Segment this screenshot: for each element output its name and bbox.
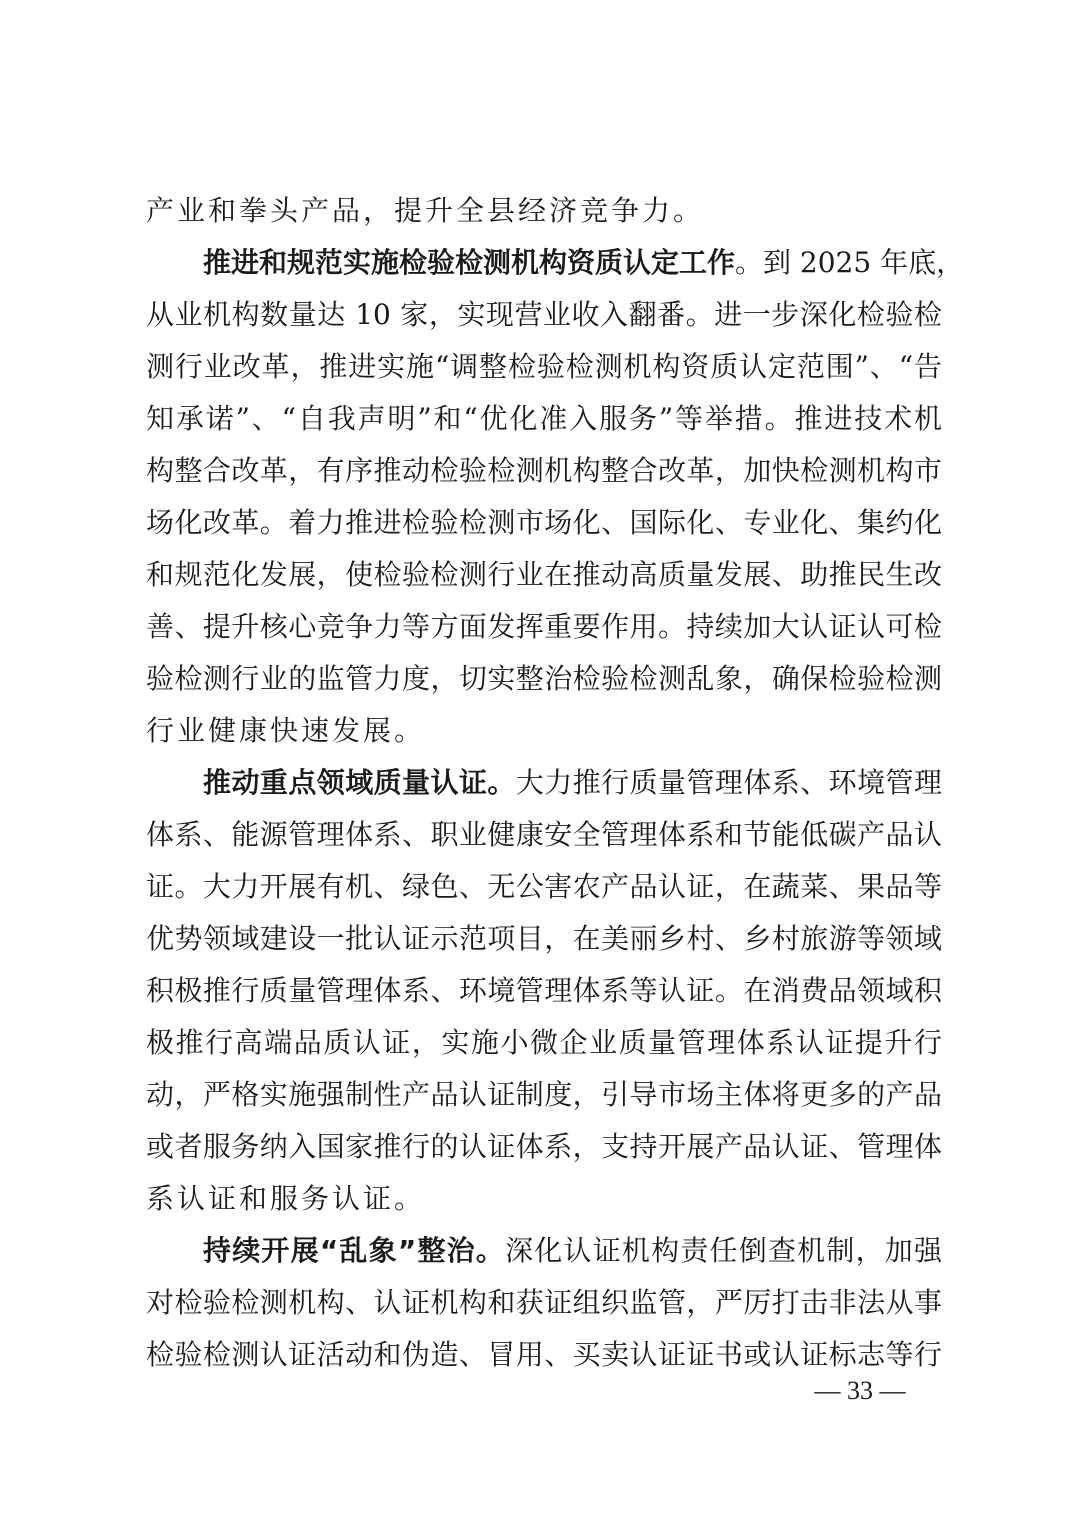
page-number: — 33 —	[814, 1376, 906, 1405]
paragraph-text: 大力推行质量管理体系、环境管理	[515, 766, 942, 799]
paragraph-line: 或者服务纳入国家推行的认证体系，支持开展产品认证、管理体	[146, 1130, 942, 1163]
paragraph-line: 动，严格实施强制性产品认证制度，引导市场主体将更多的产品	[146, 1078, 942, 1111]
paragraph-line: 构整合改革，有序推动检验检测机构整合改革，加快检测机构市	[146, 454, 942, 487]
paragraph-line: 极推行高端品质认证，实施小微企业质量管理体系认证提升行	[146, 1026, 942, 1059]
paragraph-text: 。到 2025 年底，	[735, 246, 965, 279]
paragraph-first-line	[203, 1226, 942, 1276]
paragraph-line: 对检验检测机构、认证机构和获证组织监管，严厉打击非法从事	[146, 1286, 942, 1319]
paragraph-line: 体系、能源管理体系、职业健康安全管理体系和节能低碳产品认	[146, 818, 942, 851]
section-heading: 持续开展“乱象”整治。	[203, 1234, 506, 1267]
paragraph-line: 产业和拳头产品，提升全县经济竞争力。	[146, 194, 705, 227]
paragraph-line: 系认证和服务认证。	[146, 1182, 426, 1215]
paragraph-line: 证。大力开展有机、绿色、无公害农产品认证，在蔬菜、果品等	[146, 870, 942, 903]
paragraph-line: 优势领域建设一批认证示范项目，在美丽乡村、乡村旅游等领域	[146, 922, 942, 955]
paragraph-line: 和规范化发展，使检验检测行业在推动高质量发展、助推民生改	[146, 558, 942, 591]
section-heading: 推动重点领域质量认证。	[203, 766, 516, 799]
paragraph-line: 善、提升核心竞争力等方面发挥重要作用。持续加大认证认可检	[146, 610, 942, 643]
paragraph-line: 知承诺”、“自我声明”和“优化准入服务”等举措。推进技术机	[146, 402, 942, 435]
section-heading: 推进和规范实施检验检测机构资质认定工作	[203, 246, 736, 279]
paragraph-first-line	[203, 758, 942, 808]
paragraph-line: 场化改革。着力推进检验检测市场化、国际化、专业化、集约化	[146, 506, 942, 539]
paragraph-line: 行业健康快速发展。	[146, 714, 426, 747]
paragraph-line: 检验检测认证活动和伪造、冒用、买卖认证证书或认证标志等行	[146, 1338, 942, 1371]
paragraph-first-line	[203, 238, 965, 288]
paragraph-line: 积极推行质量管理体系、环境管理体系等认证。在消费品领域积	[146, 974, 942, 1007]
paragraph-line: 从业机构数量达 10 家，实现营业收入翻番。进一步深化检验检	[146, 298, 942, 331]
paragraph-line: 测行业改革，推进实施“调整检验检测机构资质认定范围”、“告	[146, 350, 942, 383]
paragraph-text: 深化认证机构责任倒查机制，加强	[505, 1234, 942, 1267]
paragraph-line: 验检测行业的监管力度，切实整治检验检测乱象，确保检验检测	[146, 662, 942, 695]
